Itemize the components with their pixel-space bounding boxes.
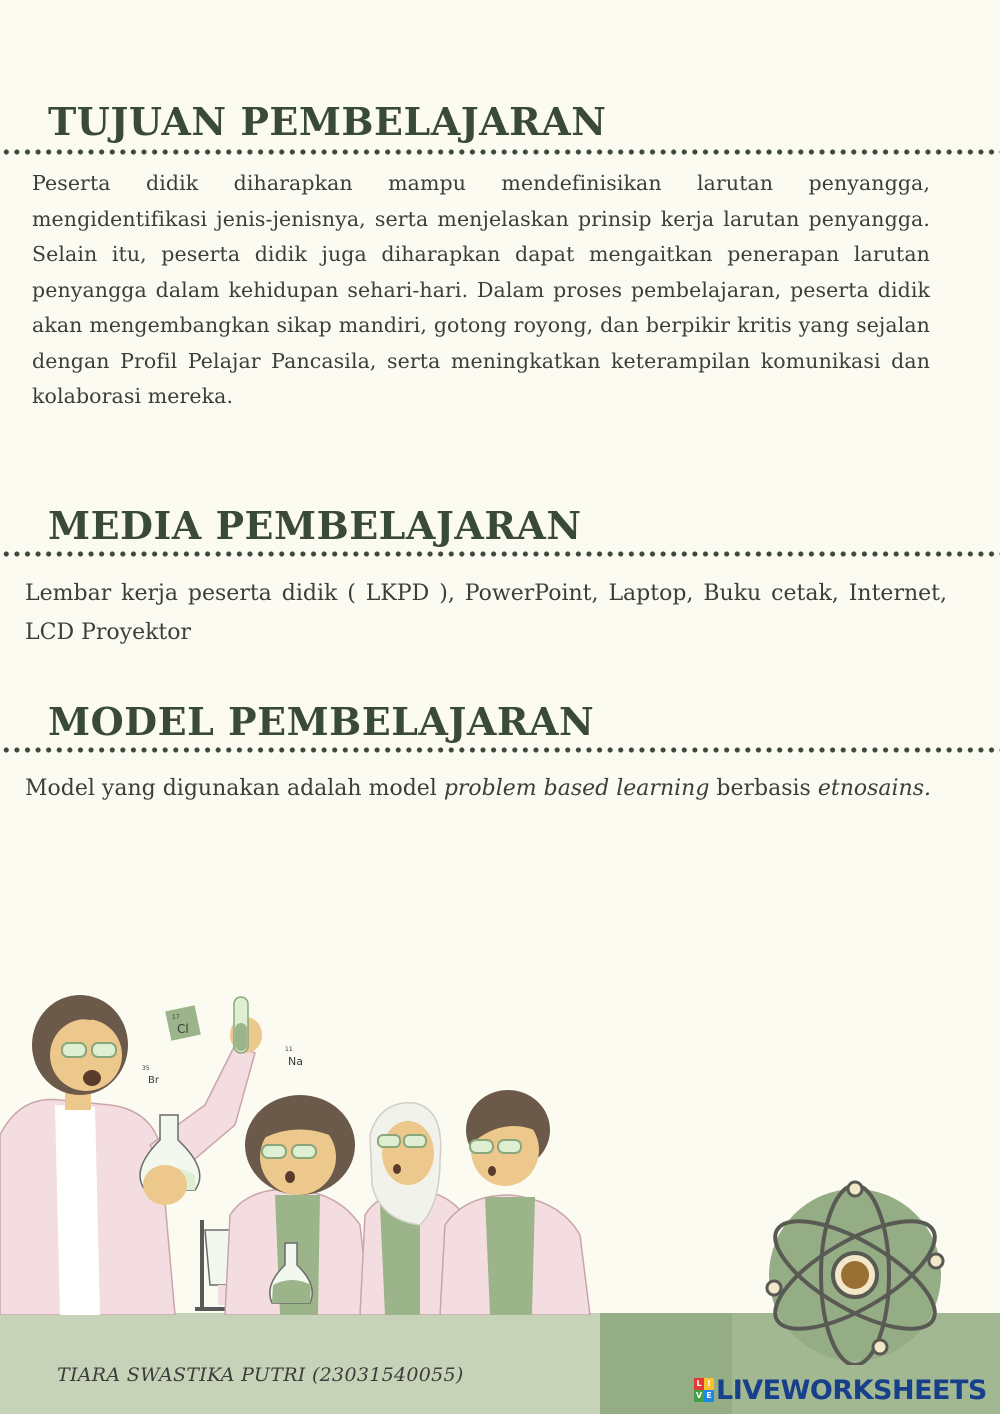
scientists-illustration bbox=[0, 985, 600, 1315]
chlorine-label: Cl bbox=[177, 1022, 189, 1036]
model-text bbox=[25, 770, 947, 808]
badge-letter: V bbox=[695, 1391, 703, 1400]
liveworksheets-badge-icon bbox=[694, 1378, 714, 1402]
bromine-number: 35 bbox=[142, 1065, 150, 1072]
scientist-girl bbox=[225, 1095, 370, 1315]
tujuan-divider bbox=[0, 148, 1000, 156]
media-title: MEDIA PEMBELAJARAN bbox=[48, 503, 582, 548]
liveworksheets-logo[interactable] bbox=[694, 1374, 987, 1406]
scientist-boy bbox=[440, 1090, 590, 1315]
model-text-part: berbasis bbox=[709, 776, 818, 801]
badge-letter: I bbox=[704, 1378, 714, 1390]
liveworksheets-brand: LIVEWORKSHEETS bbox=[716, 1374, 987, 1406]
tujuan-text: Peserta didik diharapkan mampu mendefinisikan larutan penyangga, mengidentifikasi jenis-jenisnya, serta menjelaskan prinsip kerja larutan penyangga. Selain itu, peserta didik juga diharapkan dapat mengaitkan penerapan larutan penyangga dalam kehidupan sehari-hari. Dalam proses pembelajaran, peserta didik akan mengembangkan sikap mandiri, gotong royong, dan berpikir kritis yang sejalan dengan Profil Pelajar Pancasila, serta meningkatkan keterampilan komunikasi dan kolaborasi mereka. bbox=[32, 171, 930, 408]
badge-letter: L bbox=[694, 1378, 704, 1390]
sodium-label: Na bbox=[288, 1055, 303, 1068]
atom-icon bbox=[760, 1175, 950, 1365]
media-text: Lembar kerja peserta didik ( LKPD ), PowerPoint, Laptop, Buku cetak, Internet, LCD Proyektor bbox=[25, 581, 947, 645]
chlorine-number: 17 bbox=[172, 1014, 180, 1021]
badge-letter: E bbox=[704, 1390, 714, 1402]
bromine-label: Br bbox=[148, 1075, 159, 1086]
model-divider bbox=[0, 746, 1000, 754]
author-name: TIARA SWASTIKA PUTRI (23031540055) bbox=[57, 1364, 464, 1386]
media-divider bbox=[0, 550, 1000, 558]
chlorine-card bbox=[165, 1005, 201, 1041]
tujuan-title: TUJUAN PEMBELAJARAN bbox=[48, 99, 607, 144]
sodium-number: 11 bbox=[285, 1046, 293, 1053]
model-text-part: Model yang digunakan adalah model bbox=[25, 776, 444, 801]
model-title: MODEL PEMBELAJARAN bbox=[48, 699, 595, 744]
model-text-end-italic: etnosains. bbox=[817, 776, 931, 801]
model-text-italic: problem based learning bbox=[443, 776, 710, 801]
